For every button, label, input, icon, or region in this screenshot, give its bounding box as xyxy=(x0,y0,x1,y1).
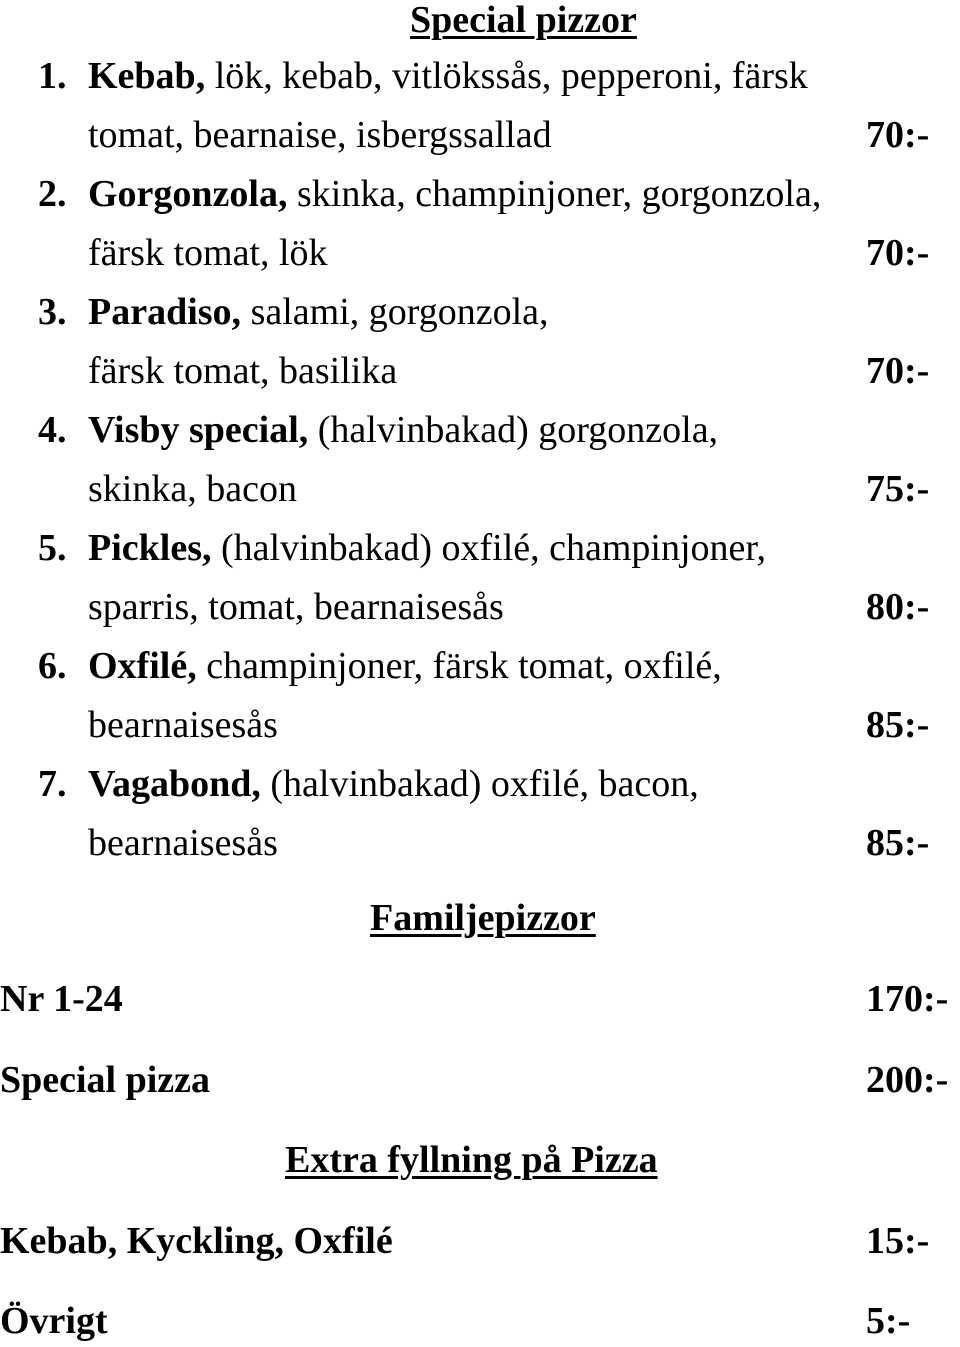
extra-row-price: 5:- xyxy=(866,1300,911,1342)
family-row-label: Special pizza xyxy=(0,1059,211,1101)
item-ingredients-cont: tomat, bearnaise, isbergssallad xyxy=(88,114,552,156)
item-price: 75:- xyxy=(866,468,930,510)
item-name: Gorgonzola, xyxy=(88,173,288,215)
item-ingredients-cont: färsk tomat, lök xyxy=(88,232,328,274)
item-number: 2. xyxy=(38,173,67,215)
item-name: Vagabond, xyxy=(88,763,261,805)
item-ingredients-cont: färsk tomat, basilika xyxy=(88,350,398,392)
item-price: 70:- xyxy=(866,114,930,156)
family-row-label: Nr 1-24 xyxy=(0,978,123,1020)
family-row-price: 170:- xyxy=(866,978,949,1020)
item-name: Pickles, xyxy=(88,527,212,569)
item-description xyxy=(88,526,766,570)
item-description xyxy=(88,54,808,98)
item-ingredients-cont: bearnaisesås xyxy=(88,822,278,864)
extra-row-label: Övrigt xyxy=(0,1300,108,1342)
item-ingredients-cont: skinka, bacon xyxy=(88,468,297,510)
item-name: Oxfilé, xyxy=(88,645,197,687)
item-ingredients: (halvinbakad) oxfilé, champinjoner, xyxy=(211,527,767,569)
item-ingredients-cont: bearnaisesås xyxy=(88,704,278,746)
item-number: 1. xyxy=(38,55,67,97)
item-number: 7. xyxy=(38,763,67,805)
item-name: Kebab, xyxy=(88,55,206,97)
item-price: 85:- xyxy=(866,822,930,864)
item-description xyxy=(88,172,821,216)
item-ingredients: (halvinbakad) gorgonzola, xyxy=(308,409,719,451)
family-row-price: 200:- xyxy=(866,1059,949,1101)
item-number: 6. xyxy=(38,645,67,687)
item-description xyxy=(88,644,722,688)
item-description xyxy=(88,408,718,452)
item-price: 70:- xyxy=(866,350,930,392)
item-price: 85:- xyxy=(866,704,930,746)
item-number: 5. xyxy=(38,527,67,569)
item-ingredients: lök, kebab, vitlökssås, pepperoni, färsk xyxy=(205,55,808,97)
item-price: 70:- xyxy=(866,232,930,274)
item-name: Paradiso, xyxy=(88,291,242,333)
item-ingredients: (halvinbakad) oxfilé, bacon, xyxy=(260,763,699,805)
item-ingredients: champinjoner, färsk tomat, oxfilé, xyxy=(196,645,722,687)
item-ingredients: salami, gorgonzola, xyxy=(241,291,549,333)
item-description xyxy=(88,290,549,334)
section-heading-special-pizzor: Special pizzor xyxy=(410,0,637,41)
extra-row-label: Kebab, Kyckling, Oxfilé xyxy=(0,1220,393,1262)
item-description xyxy=(88,762,699,806)
item-ingredients-cont: sparris, tomat, bearnaisesås xyxy=(88,586,504,628)
section-heading-extra-fyllning: Extra fyllning på Pizza xyxy=(285,1139,658,1181)
item-price: 80:- xyxy=(866,586,930,628)
item-ingredients: skinka, champinjoner, gorgonzola, xyxy=(287,173,822,215)
item-number: 4. xyxy=(38,409,67,451)
extra-row-price: 15:- xyxy=(866,1220,930,1262)
item-number: 3. xyxy=(38,291,67,333)
section-heading-familjepizzor: Familjepizzor xyxy=(370,897,596,939)
item-name: Visby special, xyxy=(88,409,309,451)
